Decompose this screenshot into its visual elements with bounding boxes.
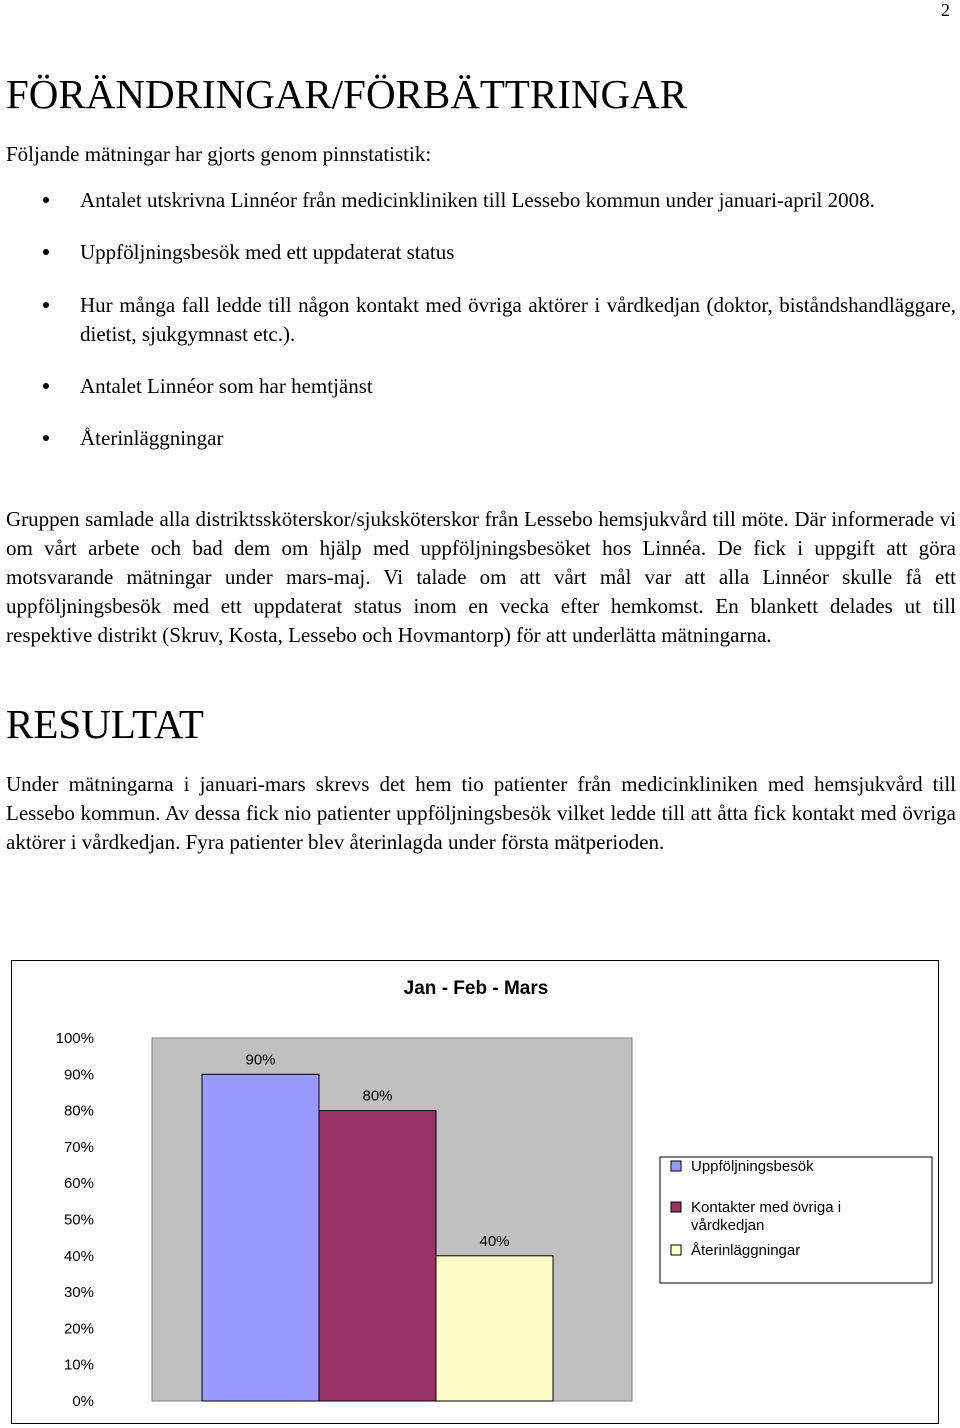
y-tick-label: 20% [63,1320,94,1338]
results-chart [11,960,939,1424]
section-heading-results: RESULTAT [6,701,204,747]
legend-entry: Återinläggningar [691,1242,801,1259]
y-tick-label: 80% [63,1102,94,1120]
bullet-icon [43,197,49,203]
intro-text: Följande mätningar har gjorts genom pinnstatistik: [6,142,432,166]
legend-swatch [671,1245,681,1255]
y-tick-label: 50% [63,1211,94,1229]
y-tick-label: 10% [63,1356,94,1374]
legend-entry: Kontakter med övriga i vårdkedjan [691,1199,842,1234]
bar [319,1111,436,1401]
y-tick-label: 100% [55,1030,94,1047]
section-heading-changes: FÖRÄNDRINGAR/FÖRBÄTTRINGAR [6,71,688,117]
bullet-icon [43,249,49,255]
y-tick-label: 0% [72,1393,94,1410]
legend-entry: Uppföljningsbesök [691,1158,814,1175]
list-item: Återinläggningar [0,424,956,453]
y-tick-label: 90% [63,1066,94,1084]
y-tick-label: 40% [63,1247,94,1265]
bullet-icon [43,383,49,389]
results-paragraph: Under mätningarna i januari-mars skrevs det hem tio patienter från medicinkliniken med hemsjukvård till Lessebo kommun. Av dessa fick nio patienter uppföljningsbesök vilket ledde till att åtta fick kontakt med övriga aktörer i vårdkedjan. Fyra patienter blev återinlagda under första mätperioden. [6,772,956,854]
method-paragraph: Gruppen samlade alla distriktssköterskor/sjuksköterskor från Lessebo hemsjukvård till möte. Där informerade vi om vårt arbete och bad dem om hjälp med uppföljningsbesöket hos Linnéa. De fick i uppgift att göra motsvarande mätningar under mars-maj. Vi talade om att vårt mål var att alla Linnéor skulle få ett uppföljningsbesök med ett uppdaterat status inom en vecka efter hemkomst. En blankett delades ut till respektive distrikt (Skruv, Kosta, Lessebo och Hovmantorp) för att underlätta mätningarna. [6,507,956,647]
bullet-icon [43,435,49,441]
measurement-list [0,186,956,453]
data-label: 40% [479,1232,510,1250]
bullet-icon [43,302,49,308]
list-item: Antalet Linnéor som har hemtjänst [0,372,956,401]
bar-chart [12,961,940,1425]
page-number: 2 [941,0,950,20]
y-tick-label: 60% [63,1175,94,1193]
data-label: 80% [362,1087,393,1105]
legend-swatch [671,1161,681,1171]
list-item: Antalet utskrivna Linnéor från medicinkliniken till Lessebo kommun under januari-april 2008. [0,186,956,215]
legend-swatch [671,1202,681,1212]
y-tick-label: 70% [63,1138,94,1156]
y-tick-label: 30% [63,1284,94,1302]
list-item: Hur många fall ledde till någon kontakt med övriga aktörer i vårdkedjan (doktor, biståndshandläggare, dietist, sjukgymnast etc.). [0,291,956,349]
list-item: Uppföljningsbesök med ett uppdaterat status [0,238,956,267]
data-label: 90% [245,1051,276,1069]
chart-title: Jan - Feb - Mars [403,978,549,999]
bar [202,1074,319,1401]
bar [436,1256,553,1401]
